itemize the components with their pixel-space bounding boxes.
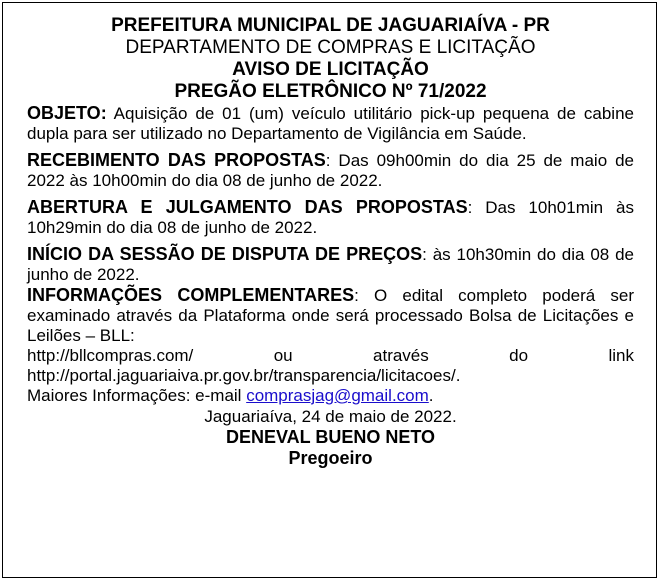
municipality-title: PREFEITURA MUNICIPAL DE JAGUARIAÍVA - PR <box>111 15 550 36</box>
info-paragraph <box>27 285 634 346</box>
info-label: INFORMAÇÕES COMPLEMENTARES <box>27 285 355 305</box>
objeto-text: Aquisição de 01 (um) veículo utilitário pick-up pequena de cabine dupla para ser utilizado no Departamento de Vigilância em Saúde. <box>27 104 634 143</box>
inicio-text: : às 10h30min do dia 08 de junho de 2022. <box>27 245 634 284</box>
abertura-text: : Das 10h01min às 10h29min do dia 08 de junho de 2022. <box>27 198 635 237</box>
contact-line <box>27 386 634 406</box>
objeto-paragraph <box>27 103 634 144</box>
inicio-paragraph <box>27 244 634 285</box>
process-title: PREGÃO ELETRÔNICO Nº 71/2022 <box>174 81 487 102</box>
email-link[interactable]: comprasjag@gmail.com <box>246 386 429 405</box>
recebimento-paragraph <box>27 150 634 191</box>
signer-role: Pregoeiro <box>288 448 373 468</box>
signer-name: DENEVAL BUENO NETO <box>225 427 436 447</box>
objeto-label: OBJETO: <box>27 103 107 123</box>
abertura-label: ABERTURA E JULGAMENTO DAS PROPOSTAS <box>27 197 468 217</box>
contact-prefix: Maiores Informações: e-mail <box>27 386 247 405</box>
recebimento-label: RECEBIMENTO DAS PROPOSTAS <box>27 150 326 170</box>
recebimento-text: : Das 09h00min do dia 25 de maio de 2022 às 10h00min do dia 08 de junho de 2022. <box>27 151 634 190</box>
info-line-a: http://bllcompras.com/ ou através do link <box>27 346 634 365</box>
inicio-label: INÍCIO DA SESSÃO DE DISPUTA DE PREÇOS <box>27 244 423 264</box>
abertura-paragraph <box>27 197 634 238</box>
notice-title: AVISO DE LICITAÇÃO <box>232 59 429 80</box>
contact-suffix: . <box>428 386 434 405</box>
place-date: Jaguariaíva, 24 de maio de 2022. <box>204 407 457 426</box>
notice-document <box>2 2 657 578</box>
department-title: DEPARTAMENTO DE COMPRAS E LICITAÇÃO <box>125 37 536 58</box>
info-text: : O edital completo poderá ser examinado através da Plataforma onde será processado Bolsa de Licitações e Leilões – BLL: <box>27 286 635 345</box>
info-line-b: http://portal.jaguariaiva.pr.gov.br/transparencia/licitacoes/. <box>27 366 461 385</box>
